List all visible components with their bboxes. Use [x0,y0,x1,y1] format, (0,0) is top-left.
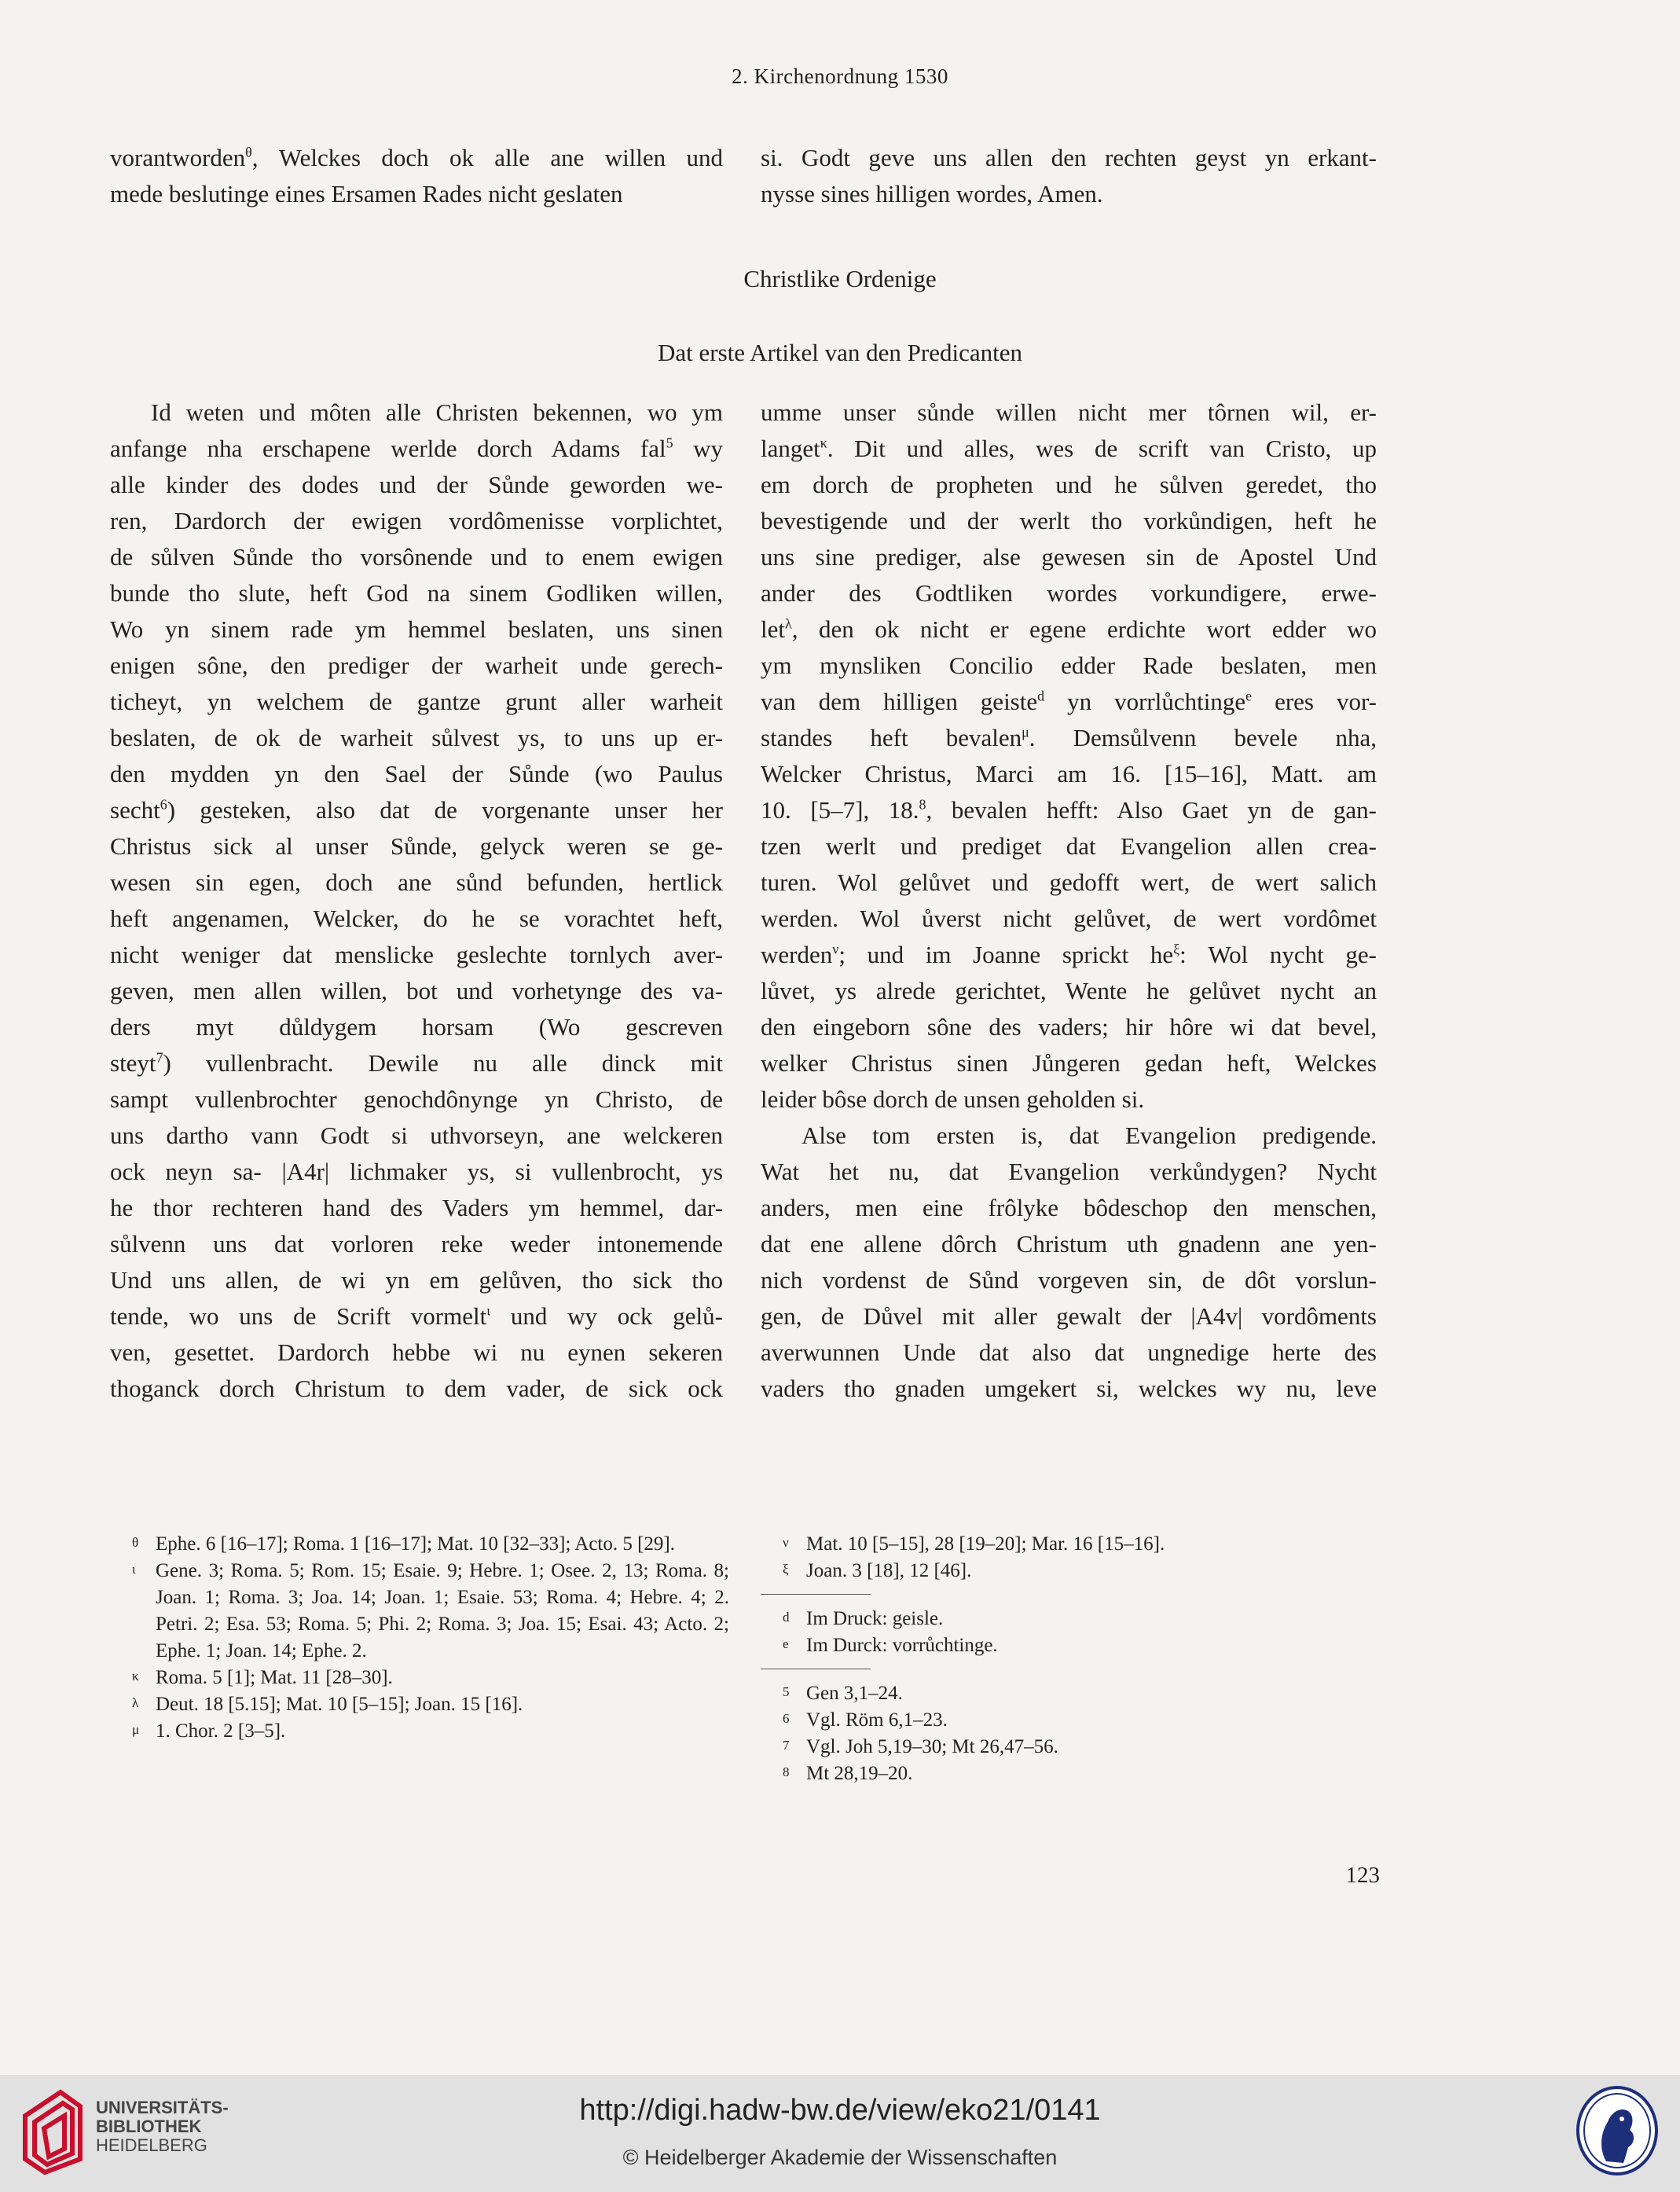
text-line: nich vordenst de Sůnd vorgeven sin, de dôt vorslun- [761,1266,1377,1294]
text-line: gen, de Důvel mit aller gewalt der |A4v| vordôments [761,1302,1377,1330]
text-line: den eingeborn sône des vaders; hir hôre wi dat bevel, [761,1013,1377,1041]
text-line: uns dartho vann Godt si uthvorseyn, ane welckeren [110,1122,723,1149]
text-line: turen. Wol gelůvet und gedofft wert, de wert salich [761,868,1377,896]
text-line: tende, wo uns de Scrift vormelt$^\iota$ und wy ock gelů- [110,1302,723,1330]
text-line: den mydden yn den Sael der Sůnde (wo Paulus [110,760,723,788]
footnote [110,1531,729,1558]
text-line: bevestigende und der werlt tho vorkůndigen, heft he [761,507,1377,534]
text-line: enigen sône, den prediger der warheit unde gerech- [110,652,723,679]
footnote-mark: κ [132,1669,139,1683]
text-line: thoganck dorch Christum to dem vader, de sick ock [110,1375,723,1402]
footnote [761,1531,1377,1558]
footnote [761,1632,1377,1659]
note-marker: d [1037,688,1045,704]
footnote-mark: 8 [783,1764,790,1779]
text-line: nicht weniger dat menslicke geslechte tornlych aver- [110,941,723,968]
footnote-mark: ν [783,1535,789,1550]
note-marker: ν [832,941,839,957]
text-line: Welcker Christus, Marci am 16. [15–16], Matt. am [761,760,1377,788]
text-line: geven, men allen willen, bot und vorhetynge des va- [110,977,723,1004]
footnote [761,1761,1377,1787]
footnote-text: Ephe. 6 [16–17]; Roma. 1 [16–17]; Mat. 10 [32–33]; Acto. 5 [29]. [156,1533,676,1555]
text-line: ren, Dardorch der ewigen vordômenisse vorplichtet, [110,507,723,534]
footnote [761,1558,1377,1584]
text-line: vorantworden$^\theta$, Welckes doch ok alle ane willen und [110,144,723,171]
footnote [110,1718,729,1745]
article-heading: Dat erste Artikel van den Predicanten [658,339,1022,366]
text-line: lůvet, ys alrede gerichtet, Wente he gelůvet nycht an [761,977,1377,1004]
academy-seal-icon [1575,2084,1660,2177]
footnote-mark: θ [132,1535,139,1550]
permalink[interactable]: http://digi.hadw-bw.de/view/eko21/0141 [579,2094,1101,2127]
text-line: Christus sick al unser Sůnde, gelyck weren se ge- [110,832,723,860]
footnote-text: Gen 3,1–24. [806,1683,903,1704]
library-name-line1: UNIVERSITÄTS- [96,2098,229,2117]
footnotes-textual [761,1606,1377,1659]
text-line: sůlvenn uns dat vorloren reke weder intonemende [110,1230,723,1258]
text-line: tzen werlt und prediget dat Evangelion allen crea- [761,832,1377,860]
text-line: em dorch de propheten und he sůlven geredet, tho [761,471,1377,498]
text-line: steyt$^7$) vullenbracht. Dewile nu alle dinck mit [110,1049,723,1077]
text-line: standes heft bevalen$^\mu$. Demsůlvenn bevele nha, [761,724,1377,751]
text-line: nysse sines hilligen wordes, Amen. [761,180,1103,207]
note-marker: θ [245,144,252,160]
text-line: sampt vullenbrochter genochdônynge yn Christo, de [110,1085,723,1113]
top-left-text [110,140,723,212]
footnote-text: Gene. 3; Roma. 5; Rom. 15; Esaie. 9; Hebre. 1; Osee. 2, 13; Roma. 8; Joan. 1; Roma. 3; Joa. 14; Joan. 1; Esaie. 53; Roma. 4; Hebre. 4; 2. Petri. 2; Esa. 53; Roma. 5; Phi. 2; Roma. 3; Joa. 15; Esai. 43; Acto. 2; Ephe. 1; Joan. 14; Ephe. 2. [156,1560,729,1661]
copyright-notice: © Heidelberger Akademie der Wissenschaften [622,2146,1058,2169]
footnote-text: Mat. 10 [5–15], 28 [19–20]; Mar. 16 [15–16]. [806,1533,1165,1555]
text-line: ven, gesettet. Dardorch hebbe wi nu eynen sekeren [110,1338,723,1366]
note-marker: 6 [160,796,167,813]
right-column-text [761,395,1377,1407]
text-line: secht$^6$) gesteken, also dat de vorgenante unser her [110,796,723,824]
footnote-mark: 7 [783,1738,790,1753]
text-line: anfange nha erschapene werlde dorch Adams fal$^5$ wy [110,435,723,462]
text-line: umme unser sůnde willen nicht mer tôrnen wil, er- [761,398,1377,426]
top-right-text [761,140,1377,212]
text-line: si. Godt geve uns allen den rechten geyst yn erkant- [761,144,1377,171]
text-line: leider bôse dorch de unsen geholden si. [761,1085,1145,1113]
text-line: let$^\lambda$, den ok nicht er egene erdichte wort edder wo [761,615,1377,643]
footnote-text: Vgl. Joh 5,19–30; Mt 26,47–56. [806,1736,1058,1757]
note-marker: λ [785,615,792,632]
text-line: ock neyn sa- |A4r| lichmaker ys, si vullenbrocht, ys [110,1158,723,1185]
footnote-text: Joan. 3 [18], 12 [46]. [806,1560,972,1581]
footnote-mark: μ [132,1722,140,1737]
note-marker: ι [486,1302,491,1319]
footnotes-right [761,1531,1377,1787]
footnote-text: Im Druck: geisle. [806,1608,944,1629]
footer-bar [0,2075,1680,2192]
note-marker: 5 [666,435,673,451]
section-heading: Christlike Ordenige [743,265,937,292]
text-line: bunde tho slute, heft God na sinem Godliken willen, [110,579,723,607]
footnote-text: Mt 28,19–20. [806,1763,913,1784]
text-line: averwunnen Unde dat also dat ungnedige herte des [761,1338,1377,1366]
text-line: ym mynsliken Concilio edder Rade beslaten, men [761,652,1377,679]
text-line: werden$^\nu$; und im Joanne sprickt $he^\xi$: Wol nycht ge- [761,941,1377,968]
footnote-separator [761,1594,871,1595]
footnotes-numeric [761,1680,1377,1787]
text-line: Wat het nu, dat Evangelion verkůndygen? Nycht [761,1158,1377,1185]
text-line: heft angenamen, Welcker, do he se vorachtet heft, [110,905,723,932]
right-paragraph-1 [761,395,1377,1118]
footnote-mark: e [783,1636,789,1651]
text-line: dat ene allene dôrch Christum uth gnadenn ane yen- [761,1230,1377,1258]
text-line: van dem hilligen geiste$^d$ yn vorrlůchtinge$^e$ eres vor- [761,688,1377,715]
footnote [110,1665,729,1691]
footnote-mark: λ [132,1695,139,1710]
text-line: Und uns allen, de wi yn em gelůven, tho sick tho [110,1266,723,1294]
footnote-mark: 5 [783,1684,790,1699]
text-line: welker Christus sinen Jůngeren gedan heft, Welckes [761,1049,1377,1077]
text-line: de sůlven Sůnde tho vorsônende und to enem ewigen [110,543,723,571]
footnote-mark: ξ [783,1562,789,1577]
text-line: beslaten, de ok de warheit sůlvest ys, to uns up er- [110,724,723,751]
text-line: Id weten und môten alle Christen bekennen, wo ym [151,398,723,426]
text-line: langet$^\kappa$. Dit und alles, wes de scrift van Cristo, up [761,435,1377,462]
footnote-mark: d [783,1610,790,1625]
page-number: 123 [1345,1863,1380,1888]
footnote-text: 1. Chor. 2 [3–5]. [156,1720,286,1742]
note-marker: e [1245,688,1253,704]
text-line: werden. Wol ůverst nicht gelůvet, de wert vordômet [761,905,1377,932]
footnote [761,1734,1377,1761]
text-line: anders, men eine frôlyke bôdeschop den menschen, [761,1194,1377,1221]
right-paragraph-2 [761,1118,1377,1407]
text-line: 10. [5–7], 18.$^8$, bevalen hefft: Also Gaet yn de gan- [761,796,1377,824]
footnote-mark: ι [132,1562,136,1577]
library-name-line3: HEIDELBERG [96,2135,207,2155]
footnote [110,1691,729,1718]
left-column-text [110,395,723,1407]
text-line: Wo yn sinem rade ym hemmel beslaten, uns sinen [110,615,723,643]
footnote-mark: 6 [783,1711,790,1726]
text-line: ders myt důldygem horsam (Wo gescreven [110,1013,723,1041]
footnote [761,1680,1377,1707]
text-line: wesen sin egen, doch ane sůnd befunden, hertlick [110,868,723,896]
running-header: 2. Kirchenordnung 1530 [732,64,948,88]
footnote-text: Roma. 5 [1]; Mat. 11 [28–30]. [156,1667,393,1688]
footnotes-left [110,1531,729,1745]
text-line: he thor rechteren hand des Vaders ym hemmel, dar- [110,1194,723,1221]
footnote-text: Vgl. Röm 6,1–23. [806,1709,948,1731]
text-line: mede beslutinge eines Ersamen Rades nicht geslaten [110,180,623,207]
left-paragraph [110,395,723,1407]
footnote-text: Im Durck: vorrůchtinge. [806,1635,998,1656]
note-marker: 8 [919,796,926,813]
note-marker: κ [820,435,827,451]
text-line: uns sine prediger, alse gewesen sin de Apostel Und [761,543,1377,571]
footnote [761,1707,1377,1734]
note-marker: 7 [156,1049,163,1066]
footnote [761,1606,1377,1632]
text-line: alle kinder des dodes und der Sůnde geworden we- [110,471,723,498]
text-line: ander des Godtliken wordes vorkundigere, erwe- [761,579,1377,607]
footnote-text: Deut. 18 [5.15]; Mat. 10 [5–15]; Joan. 15 [16]. [156,1694,523,1715]
library-name-line2: BIBLIOTHEK [96,2117,202,2136]
note-marker: μ [1022,724,1029,740]
text-line: ticheyt, yn welchem de gantze grunt aller warheit [110,688,723,715]
footnotes-greek [761,1531,1377,1584]
note-marker: ξ [1173,941,1180,957]
text-line: vaders tho gnaden umgekert si, welckes wy nu, leve [761,1375,1377,1402]
footnote [110,1558,729,1665]
text-line: Alse tom ersten is, dat Evangelion predigende. [801,1122,1377,1149]
